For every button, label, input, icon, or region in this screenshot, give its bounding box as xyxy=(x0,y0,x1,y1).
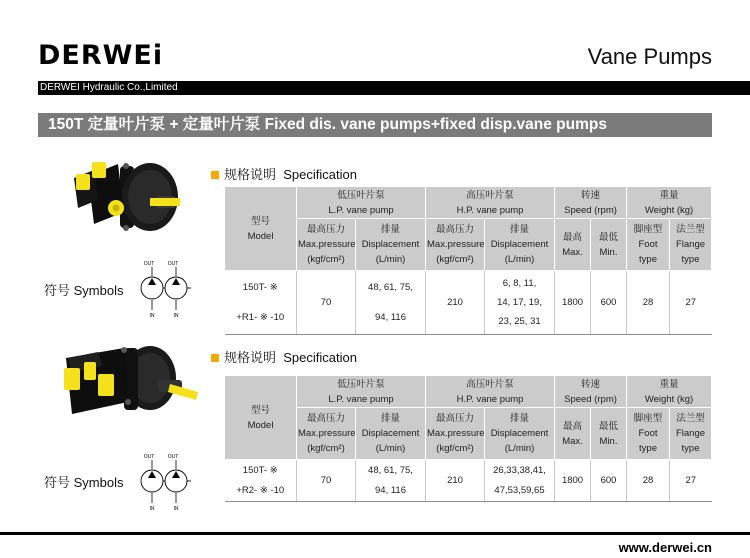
cell-lp-displacement: 48, 61, 75, 94, 116 xyxy=(356,460,426,502)
header-speed: 转速 Speed (rpm) xyxy=(555,376,627,408)
header-lp-pressure: 最高压力 Max.pressure (kgf/cm²) xyxy=(297,408,356,460)
header-foot-type: 脚座型 Foot type xyxy=(627,219,670,271)
cell-lp-pressure: 70 xyxy=(297,271,356,335)
cell-speed-min: 600 xyxy=(591,460,627,502)
cell-lp-displacement: 48, 61, 75, 94, 116 xyxy=(356,271,426,335)
header-lp-pump: 低压叶片泵 L.P. vane pump xyxy=(297,376,426,408)
spec-square-icon xyxy=(211,354,219,362)
port-in-label-1a: IN xyxy=(149,313,155,319)
header-speed-max: 最高 Max. xyxy=(555,219,591,271)
table-row xyxy=(225,460,712,502)
cell-hp-displacement: 26,33,38,41, 47,53,59,65 xyxy=(485,460,555,502)
company-name-bar: DERWEI Hydraulic Co.,Limited xyxy=(38,81,750,95)
port-in-label-1b: IN xyxy=(173,313,179,319)
hydraulic-symbol-2 xyxy=(140,451,192,513)
cell-weight-foot: 28 xyxy=(627,460,670,502)
port-out-label-2a: OUT xyxy=(143,454,155,460)
header-hp-displacement: 排量 Displacement (L/min) xyxy=(485,219,555,271)
symbols-label-2: 符号 Symbols xyxy=(44,475,124,490)
header-speed: 转速 Speed (rpm) xyxy=(555,187,627,219)
cell-speed-max: 1800 xyxy=(555,271,591,335)
spec-table-2 xyxy=(224,375,712,502)
page-title: Vane Pumps xyxy=(587,44,712,69)
port-out-label-2b: OUT xyxy=(167,454,179,460)
header-speed-min: 最低 Min. xyxy=(591,408,627,460)
cell-model: 150T- ※ +R2- ※ -10 xyxy=(225,460,297,502)
header-hp-displacement: 排量 Displacement (L/min) xyxy=(485,408,555,460)
pump-image-2 xyxy=(58,338,204,430)
port-in-label-2a: IN xyxy=(149,506,155,512)
cell-weight-foot: 28 xyxy=(627,271,670,335)
cell-hp-pressure: 210 xyxy=(426,271,485,335)
hydraulic-symbol-1 xyxy=(140,258,192,320)
header-model: 型号 Model xyxy=(225,187,297,271)
spec-heading-en: Specification xyxy=(283,167,357,182)
cell-lp-pressure: 70 xyxy=(297,460,356,502)
spec-heading-cn: 规格说明 xyxy=(224,350,277,365)
cell-model: 150T- ※ +R1- ※ -10 xyxy=(225,271,297,335)
cell-weight-flange: 27 xyxy=(670,271,712,335)
cell-hp-pressure: 210 xyxy=(426,460,485,502)
header-hp-pressure: 最高压力 Max.pressure (kgf/cm²) xyxy=(426,219,485,271)
spec-square-icon xyxy=(211,171,219,179)
header-hp-pressure: 最高压力 Max.pressure (kgf/cm²) xyxy=(426,408,485,460)
header-flange-type: 法兰型 Flange type xyxy=(670,219,712,271)
brand-logo: DERWEi xyxy=(38,40,164,71)
spec-heading-1 xyxy=(211,164,357,183)
header-weight: 重量 Weight (kg) xyxy=(627,376,712,408)
table-row xyxy=(225,271,712,335)
header-weight: 重量 Weight (kg) xyxy=(627,187,712,219)
section-title-bar: 150T 定量叶片泵 + 定量叶片泵 Fixed dis. vane pumps+fixed disp.vane pumps xyxy=(38,113,712,137)
header-model: 型号 Model xyxy=(225,376,297,460)
header-speed-min: 最低 Min. xyxy=(591,219,627,271)
port-out-label-1a: OUT xyxy=(143,261,155,267)
cell-speed-min: 600 xyxy=(591,271,627,335)
header-lp-pump: 低压叶片泵 L.P. vane pump xyxy=(297,187,426,219)
header-lp-displacement: 排量 Displacement (L/min) xyxy=(356,408,426,460)
port-out-label-1b: OUT xyxy=(167,261,179,267)
website-link[interactable]: www.derwei.cn xyxy=(618,540,712,555)
header-foot-type: 脚座型 Foot type xyxy=(627,408,670,460)
cell-speed-max: 1800 xyxy=(555,460,591,502)
footer-divider xyxy=(0,532,750,535)
header-lp-displacement: 排量 Displacement (L/min) xyxy=(356,219,426,271)
header-hp-pump: 高压叶片泵 H.P. vane pump xyxy=(426,187,555,219)
header-speed-max: 最高 Max. xyxy=(555,408,591,460)
cell-weight-flange: 27 xyxy=(670,460,712,502)
header-lp-pressure: 最高压力 Max.pressure (kgf/cm²) xyxy=(297,219,356,271)
spec-table-1 xyxy=(224,186,712,335)
header-hp-pump: 高压叶片泵 H.P. vane pump xyxy=(426,376,555,408)
header-flange-type: 法兰型 Flange type xyxy=(670,408,712,460)
spec-heading-2 xyxy=(211,347,357,366)
spec-heading-cn: 规格说明 xyxy=(224,167,277,182)
pump-image-1 xyxy=(62,152,202,242)
spec-heading-en: Specification xyxy=(283,350,357,365)
cell-hp-displacement: 6, 8, 11, 14, 17, 19, 23, 25, 31 xyxy=(485,271,555,335)
port-in-label-2b: IN xyxy=(173,506,179,512)
symbols-label-1: 符号 Symbols xyxy=(44,283,124,298)
